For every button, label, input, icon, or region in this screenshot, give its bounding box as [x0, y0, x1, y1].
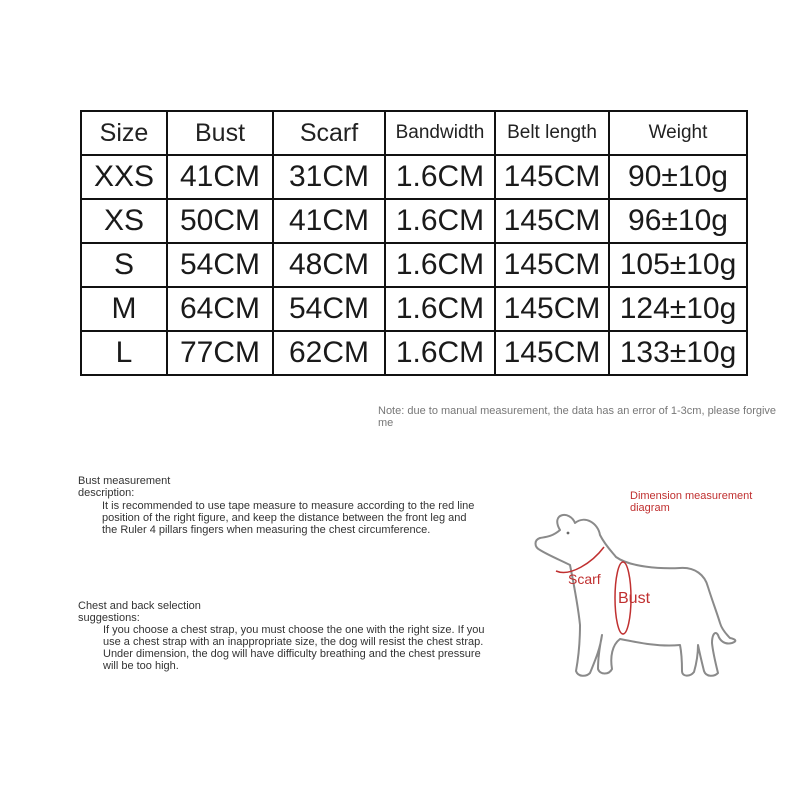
cell-scarf: 48CM [273, 243, 385, 287]
cell-belt-length: 145CM [495, 287, 609, 331]
header-scarf: Scarf [273, 111, 385, 155]
bust-section-body: It is recommended to use tape measure to measure according to the red line position of the right figure, and keep the distance between the front leg and the Ruler 4 pillars fingers when measuring the chest circumference. [102, 500, 475, 536]
header-bandwidth: Bandwidth [385, 111, 495, 155]
table-header-row [81, 111, 747, 155]
table-row [81, 287, 747, 331]
scarf-label: Scarf [568, 571, 601, 587]
cell-size: M [81, 287, 167, 331]
cell-bust: 50CM [167, 199, 273, 243]
dog-eye [567, 532, 570, 535]
measurement-error-note: Note: due to manual measurement, the data has an error of 1-3cm, please forgive me [378, 405, 777, 429]
cell-bandwidth: 1.6CM [385, 243, 495, 287]
table-row [81, 243, 747, 287]
cell-weight: 96±10g [609, 199, 747, 243]
cell-bust: 54CM [167, 243, 273, 287]
bust-section-title: Bust measurement description: [78, 475, 171, 499]
table-row [81, 331, 747, 375]
table-row [81, 199, 747, 243]
cell-belt-length: 145CM [495, 243, 609, 287]
bust-label: Bust [618, 590, 651, 607]
cell-weight: 133±10g [609, 331, 747, 375]
cell-belt-length: 145CM [495, 155, 609, 199]
cell-bandwidth: 1.6CM [385, 199, 495, 243]
header-belt-length: Belt length [495, 111, 609, 155]
dog-measurement-diagram [520, 505, 770, 695]
header-bust: Bust [167, 111, 273, 155]
cell-scarf: 41CM [273, 199, 385, 243]
cell-bandwidth: 1.6CM [385, 155, 495, 199]
cell-scarf: 54CM [273, 287, 385, 331]
cell-weight: 124±10g [609, 287, 747, 331]
cell-weight: 90±10g [609, 155, 747, 199]
chest-section-body: If you choose a chest strap, you must choose the one with the right size. If you use a chest strap with an inappropriate size, the dog will resist the chest strap. Under dimension, the dog will have difficulty breathing and the chest pressure will be too high. [103, 624, 485, 672]
cell-bust: 77CM [167, 331, 273, 375]
cell-scarf: 31CM [273, 155, 385, 199]
chest-section-title: Chest and back selection suggestions: [78, 600, 201, 624]
cell-size: XS [81, 199, 167, 243]
cell-bandwidth: 1.6CM [385, 331, 495, 375]
cell-belt-length: 145CM [495, 199, 609, 243]
cell-belt-length: 145CM [495, 331, 609, 375]
cell-size: S [81, 243, 167, 287]
cell-weight: 105±10g [609, 243, 747, 287]
cell-scarf: 62CM [273, 331, 385, 375]
cell-size: XXS [81, 155, 167, 199]
cell-size: L [81, 331, 167, 375]
cell-bust: 64CM [167, 287, 273, 331]
table-row [81, 155, 747, 199]
header-weight: Weight [609, 111, 747, 155]
diagram-title: Dimension measurement diagram [630, 490, 753, 514]
cell-bandwidth: 1.6CM [385, 287, 495, 331]
cell-bust: 41CM [167, 155, 273, 199]
header-size: Size [81, 111, 167, 155]
size-chart-table [80, 110, 748, 376]
